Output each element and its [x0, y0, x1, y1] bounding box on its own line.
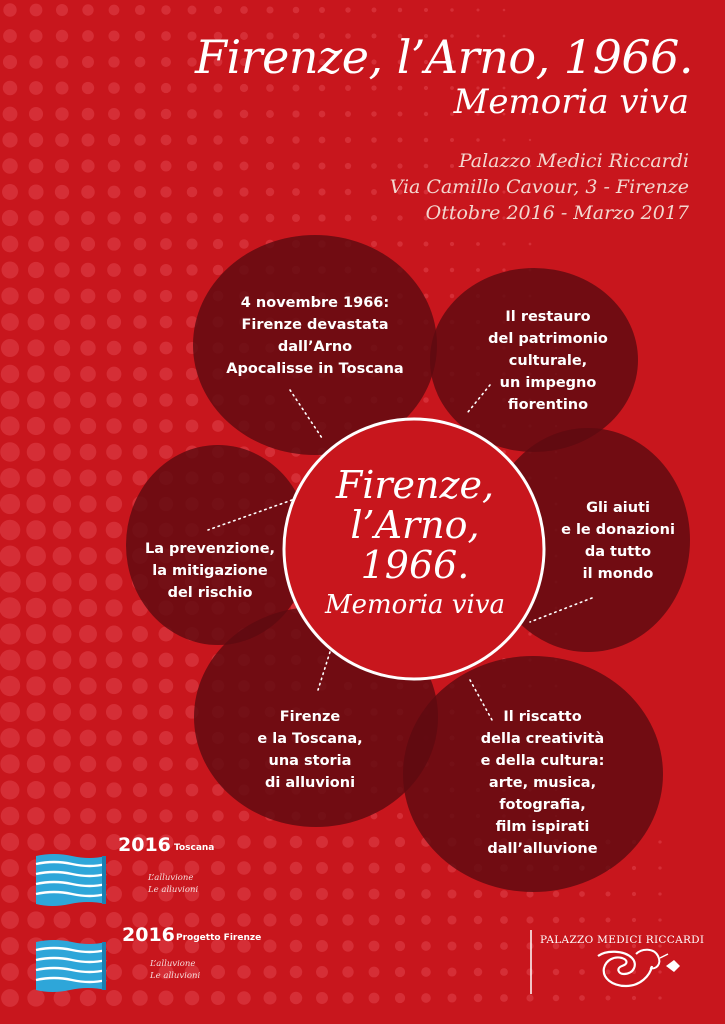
- petal-text-top-left: 4 novembre 1966: Firenze devastata dall’Arno Apocalisse in Toscana: [226, 295, 404, 377]
- logo-2016-toscana: [30, 832, 260, 912]
- center-line-1: Firenze,: [335, 463, 495, 507]
- poster-subtitle: Memoria viva: [453, 82, 689, 122]
- logo-flag-icon: [34, 852, 108, 908]
- center-line-4: Memoria viva: [324, 590, 506, 620]
- poster-title: Firenze, l’Arno, 1966.: [195, 30, 693, 84]
- center-title: [290, 465, 540, 623]
- logo-name: Toscana: [174, 843, 215, 853]
- logo-name: Progetto Firenze: [176, 933, 262, 943]
- palazzo-medici-riccardi-logo: [528, 928, 705, 998]
- center-line-3: 1966.: [360, 543, 470, 587]
- venue-dates: Ottobre 2016 - Marzo 2017: [425, 202, 689, 224]
- logo-tagline: L’alluvione Le alluvioni: [148, 873, 199, 895]
- logo-year: 2016: [118, 834, 171, 856]
- petal-text-bottom-right: Il riscatto della creatività e della cultura: arte, musica, fotografia, film ispirati dall’alluvione: [480, 709, 605, 857]
- petal-text-left: La prevenzione, la mitigazione del rischio: [144, 541, 276, 601]
- venue-address: Via Camillo Cavour, 3 - Firenze: [389, 176, 689, 198]
- center-line-2: l’Arno,: [350, 503, 480, 547]
- institution-name: PALAZZO MEDICI RICCARDI: [540, 934, 705, 946]
- logo-flag-icon: [34, 938, 108, 994]
- logo-tagline: L’alluvione Le alluvioni: [150, 959, 201, 981]
- logo-year: 2016: [122, 924, 175, 946]
- petal-text-top-right: Il restauro del patrimonio culturale, un impegno fiorentino: [488, 309, 608, 413]
- venue-name: Palazzo Medici Riccardi: [458, 150, 689, 172]
- petal-text-bottom-left: Firenze e la Toscana, una storia di alluvioni: [257, 709, 363, 791]
- logo-2016-progetto-firenze: [30, 924, 270, 1004]
- petal-text-right: Gli aiuti e le donazioni da tutto il mondo: [561, 500, 675, 582]
